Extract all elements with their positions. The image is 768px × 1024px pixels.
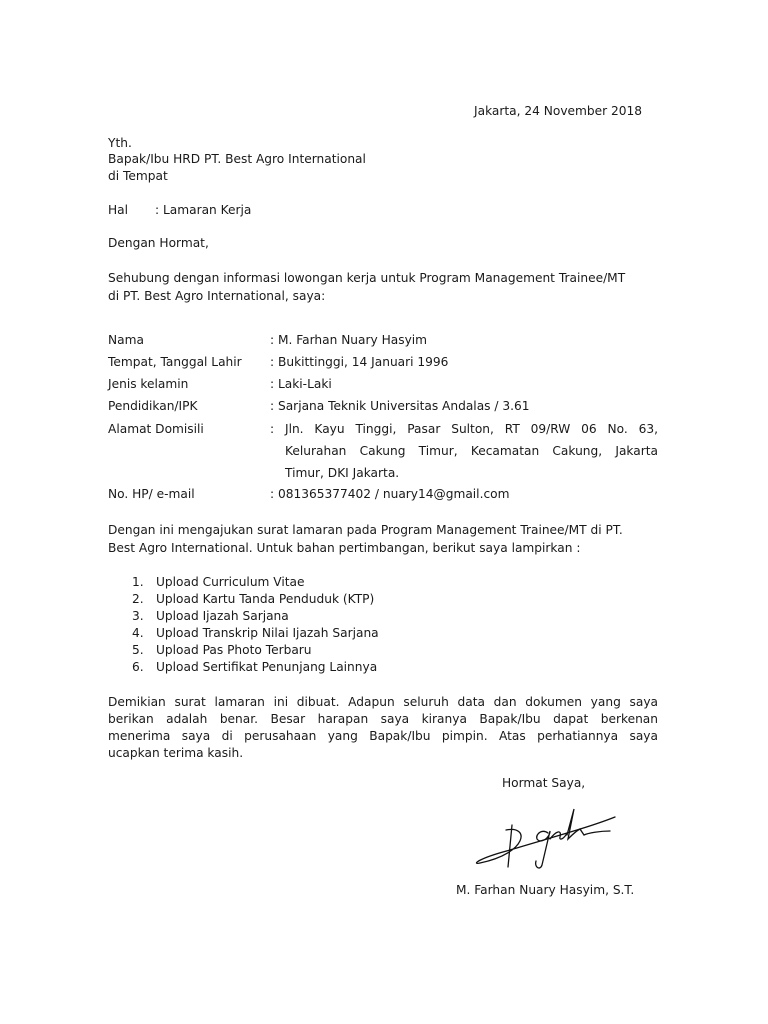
detail-label: No. HP/ e-mail xyxy=(108,487,195,501)
intro-line: Sehubung dengan informasi lowongan kerja untuk Program Management Trainee/MT xyxy=(108,271,626,285)
list-item xyxy=(132,591,374,607)
detail-value: : M. Farhan Nuary Hasyim xyxy=(270,333,428,347)
list-item xyxy=(132,608,289,624)
application-line: Best Agro International. Untuk bahan pertimbangan, berikut saya lampirkan : xyxy=(108,541,581,555)
list-item xyxy=(132,642,312,658)
detail-value: : Sarjana Teknik Universitas Andalas / 3.61 xyxy=(270,399,530,413)
list-text: Upload Kartu Tanda Penduduk (KTP) xyxy=(156,592,375,606)
list-number: 5. xyxy=(132,643,144,657)
detail-value: : Jln. Kayu Tinggi, Pasar Sulton, RT 09/RW 06 No. 63, xyxy=(270,422,658,436)
intro-line: di PT. Best Agro International, saya: xyxy=(108,289,326,303)
closing-line: menerima saya di perusahaan yang Bapak/Ibu pimpin. Atas perhatiannya saya xyxy=(108,729,658,743)
detail-label: Alamat Domisili xyxy=(108,422,204,436)
list-text: Upload Ijazah Sarjana xyxy=(156,609,289,623)
detail-label: Tempat, Tanggal Lahir xyxy=(108,355,242,369)
detail-value: : 081365377402 / nuary14@gmail.com xyxy=(270,487,510,501)
recipient-line: Yth. xyxy=(108,136,132,150)
detail-value: : Laki-Laki xyxy=(270,377,332,391)
application-line: Dengan ini mengajukan surat lamaran pada Program Management Trainee/MT di PT. xyxy=(108,523,623,537)
list-text: Upload Curriculum Vitae xyxy=(156,575,305,589)
detail-label: Pendidikan/IPK xyxy=(108,399,198,413)
list-number: 2. xyxy=(132,592,144,606)
letter-date: Jakarta, 24 November 2018 xyxy=(474,104,643,118)
detail-label: Jenis kelamin xyxy=(108,377,189,391)
signatory-name: M. Farhan Nuary Hasyim, S.T. xyxy=(456,883,635,897)
list-text: Upload Transkrip Nilai Ijazah Sarjana xyxy=(156,626,379,640)
list-number: 6. xyxy=(132,660,144,674)
closing-line: ucapkan terima kasih. xyxy=(108,746,244,760)
subject-label: Hal xyxy=(108,203,129,217)
list-number: 1. xyxy=(132,575,144,589)
closing-line: Demikian surat lamaran ini dibuat. Adapun seluruh data dan dokumen yang saya xyxy=(108,695,658,709)
sign-off: Hormat Saya, xyxy=(502,776,586,790)
list-number: 4. xyxy=(132,626,144,640)
list-text: Upload Sertifikat Penunjang Lainnya xyxy=(156,660,378,674)
detail-value: : Bukittinggi, 14 Januari 1996 xyxy=(270,355,449,369)
detail-value-cont: Kelurahan Cakung Timur, Kecamatan Cakung, Jakarta xyxy=(285,444,658,458)
detail-label: Nama xyxy=(108,333,144,347)
closing-line: berikan adalah benar. Besar harapan saya kiranya Bapak/Ibu dapat berkenan xyxy=(108,712,658,726)
list-item xyxy=(132,574,305,590)
detail-value-cont: Timur, DKI Jakarta. xyxy=(285,466,400,480)
subject-value: : Lamaran Kerja xyxy=(155,203,252,217)
recipient-line: Bapak/Ibu HRD PT. Best Agro International xyxy=(108,152,366,166)
recipient-line: di Tempat xyxy=(108,169,168,183)
list-number: 3. xyxy=(132,609,144,623)
list-item xyxy=(132,659,377,675)
greeting: Dengan Hormat, xyxy=(108,236,209,250)
signature-image xyxy=(470,795,630,875)
list-item xyxy=(132,625,379,641)
list-text: Upload Pas Photo Terbaru xyxy=(156,643,312,657)
